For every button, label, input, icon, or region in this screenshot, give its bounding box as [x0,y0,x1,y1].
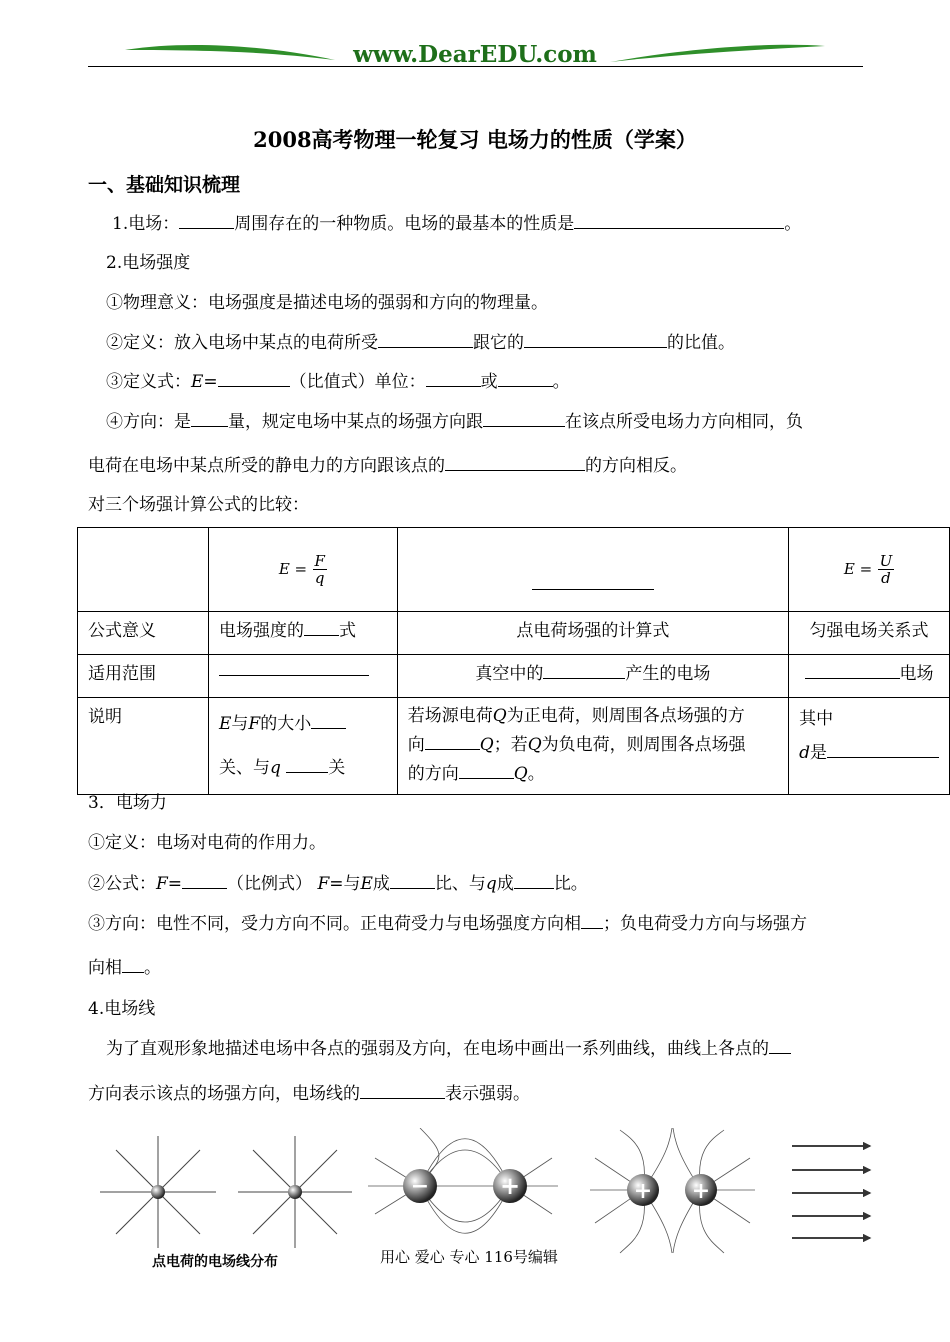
formula-e-f-q: E = $\frac{F}{q}$ [208,528,397,612]
table-row: 说明 E与F的大小 关、与q 关 若场源电荷Q为正电荷，则周围各点场强的方 向 Q；若Q为负电荷，则周围各点场强 的方向 Q。 其中 d是 [78,698,950,795]
para-1: 1.电场： 周围存在的一种物质。电场的最基本的性质是 。 [112,214,802,234]
footer-text: 用心 爱心 专心 116号编辑 [380,1248,558,1266]
table-row: 适用范围 真空中的 产生的电场 电场 [78,655,950,698]
table-row [78,528,950,612]
para-10: ①定义：电场对电荷的作用力。 [88,833,326,853]
point-charge-positive [100,1136,216,1248]
row-label: 适用范围 [78,655,209,698]
para-4: ②定义：放入电场中某点的电荷所受 跟它的 的比值。 [106,333,735,353]
para-2: 2.电场强度 [106,253,191,273]
minus-sign: − [410,1173,430,1199]
section-heading: 一、基础知识梳理 [88,174,241,196]
para-13: 向相 。 [88,958,161,978]
para-12: ③方向：电性不同，受力方向不同。正电荷受力与电场强度方向相 ；负电荷受力方向与场强方 [88,914,807,934]
table-row: 公式意义 电场强度的 式 点电荷场强的计算式 匀强电场关系式 [78,612,950,655]
para-7: 电荷在电场中某点所受的静电力的方向跟该点的 的方向相反。 [88,456,687,476]
row-label: 公式意义 [78,612,209,655]
para-6: ④方向：是 量，规定电场中某点的场强方向跟 在该点所受电场力方向相同，负 [106,412,803,432]
header-logo [120,38,830,68]
logo-text: www.DearEDU.com [353,41,597,68]
para-16: 方向表示该点的场强方向，电场线的 表示强弱。 [88,1084,530,1104]
para-8: 对三个场强计算公式的比较： [88,495,309,515]
uniform-field [792,1146,870,1238]
like-charges-field [590,1128,755,1253]
dipole-field [368,1128,558,1233]
formula-comparison-table [77,527,950,795]
point-charge-negative [238,1136,352,1248]
header-rule [88,66,863,67]
para-3: ①物理意义：电场强度是描述电场的强弱和方向的物理量。 [106,293,548,313]
para-5: ③定义式：E= （比值式）单位： 或 。 [106,372,570,392]
plus-sign: + [499,1171,521,1200]
figure-caption: 点电荷的电场线分布 [152,1254,278,1270]
para-9: 3．电场力 [88,793,167,813]
plus-sign: + [691,1178,711,1204]
para-11: ②公式：F= （比例式） F=与E成 比、与q成 比。 [88,874,588,894]
para-15: 为了直观形象地描述电场中各点的强弱及方向，在电场中画出一系列曲线，曲线上各点的 [106,1037,791,1060]
plus-sign: + [633,1178,653,1204]
row-label: 说明 [78,698,209,795]
para-14: 4.电场线 [88,999,156,1019]
page-title: 2008高考物理一轮复习 电场力的性质（学案） [253,127,697,152]
formula-e-u-d: E = $\frac{U}{d}$ [789,528,950,612]
formula-blank [397,528,788,612]
